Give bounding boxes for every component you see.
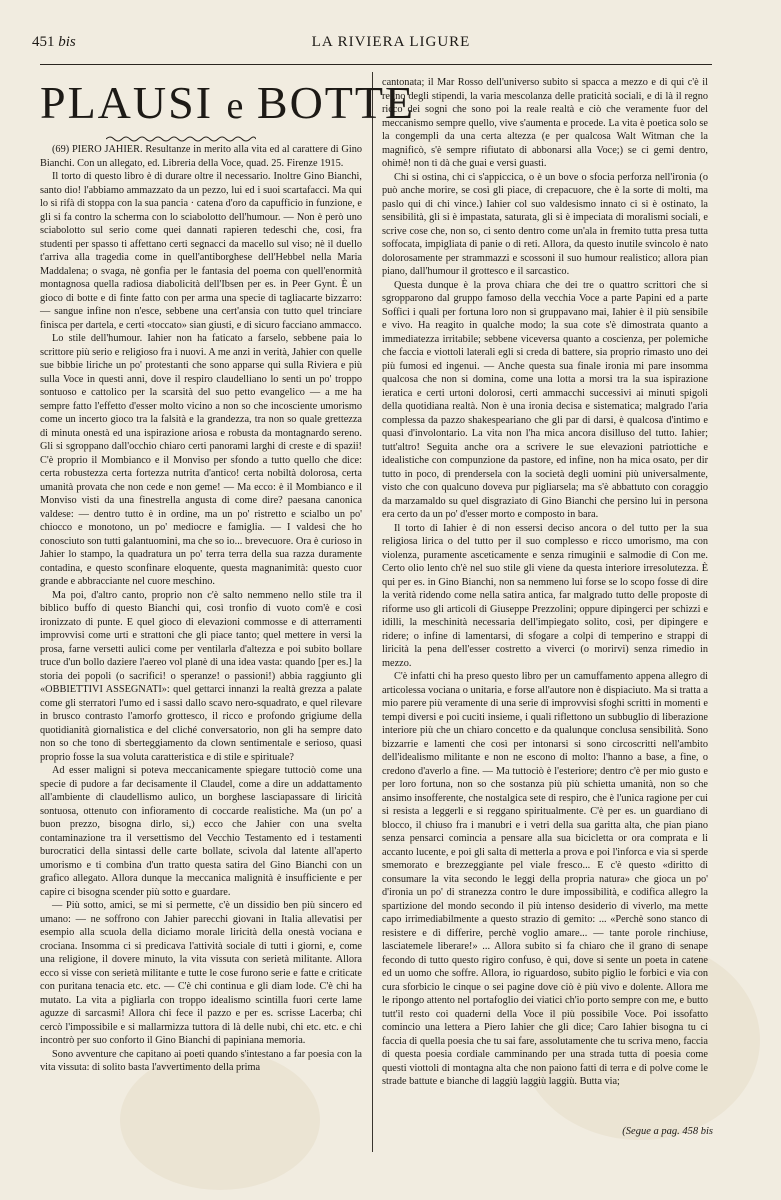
review-citation: (69) PIERO JAHIER. Resultanze in merito alla vita ed al carattere di Gino Bianchi. Con un allegato, ed. Libreria della Voce, quad. 25. Firenze 1915. (40, 144, 362, 169)
section-title-part1: PLAUSI (40, 77, 214, 128)
paragraph: Questa dunque è la prova chiara che dei tre o quattro scrittori che si sgropparono dal gruppo famoso della vecchia Voce a parte Papini ed a parte Soffici i quali per fortuna loro non si gruppavano mai, Iahier è il più sensibile e vivo. Ha reagito in qualche modo; la sua cote s'è dimostrata quanto a immediatezza irritabile; sebbene viceversa quanto a coscienza, per polemiche che faccia e viottoli laterali egli si creda di battere, sia proprio rimasto uno dei più fumosi ed ingenui. — Anche questa sua finale ironia mi pare insomma qualcosa che non si domina, come una lotta a morsi tra la sua ispirazione ieratica e certi urtoni dolorosi, certi ammacchi successivi ai minuti spigoli della quotidiana realtà. Non è una ironia decisa e sistematica; malgrado l'aria complessa da pazzo shakespeariano che gli par di darsi, è qualcosa d'intimo e quasi d'involontario. La vita non l'ha mica ancora disilluso del tutto. Iahier; tutt'altro! Seguita anche ora a scrivere le sue elevazioni patriottiche e idealistiche con compunzione da pastore, ed infine, non ha mica osato, per dir tutto in poco, di prendersela con la società degli uomini più universalmente, visto che con qualcuno doveva pur pigliarsela; ma s'è abbattuto con coraggio da marzamaldo su quel disgraziato di Gino Bianchi che persino lui in persona era certo da un po' d'esser morto e composto in bara. (382, 279, 708, 520)
left-column (40, 143, 362, 1075)
right-column (382, 76, 708, 1089)
paragraph: C'è infatti chi ha preso questo libro per un camuffamento appena allegro di articolessa vociana o unitaria, e forse all'autore non è dispiaciuto. Ma si tratta a mio parere più veramente di una serie di improvvisi sfoghi scritti in momenti e tempi diversi e poi cuciti insieme, i quali riflettono un subbuglio di liberazione interiore più che un chiaro concetto e da qualunque conclusa sensibilità. Sono bizzarrie e lamenti che così per intonarsi si sono circoscritti nell'ambito dell'idealismo militante e non ne escono di molto: l'hanno a base, a fine, o credono d'averlo a fine. — Ma tuttociò è l'esteriore; dentro c'è per mio gusto e per loro fortuna, non so che sostanza più più schietta umanità, non so che ansimo insofferente, che nostalgica sete di respiro, che è l'unica ragione per cui si resista a leggerli e si reggano spiritualmente. C'è per es. un guardiano di blocco, il chiuso fra i manubri e i vetri della sua garitta alta, che pian piano senza pensarci comincia a pensare alla sua bicicletta or ora comprata e li accanto lucente, e poi gli salta di metterla a prova e poi l'inforca e via si sperde smemorato e brezzeggiante pel viale fresco... E c'è questo «diritto di consumare la vita secondo le leggi della propria natura» che gioca un po' d'ironia un po' di stranezza contro le dure impossibilità, e codifica allegro la spartizione del mondo secondo il più intenso desiderio di viverlo, ma mette capo irrimediabilmente a questo strazio di gemito: ... «Perchè sono stanco di resistere e di differire, perchè voglio amare... — tante porole rinchiuse, lasciatemele liberare!» ... Allora subito si fa chiaro che il grano di senape fecondo di tutto questo rigiro confuso, è qui, dove si sente un poeta in catene ed un uomo che soffre. Allora, io riguardoso, subito piglio le forbici e via con cura sforbicio le cinque o sei pagine dove ciò è più vivo e dolente. Allora me le ripongo attento nel portafoglio dei viatici ch'io porto sempre con me, e butto tutt'il resto coi quaderni della Voce il più possibile Voce. Poi issofatto comincio una lettera a Piero Iahier che gli dice; Caro Iahier bisogna tu ci faccia di quella poesia che tu sai fare, assolutamente che tu scriva meno, faccia di questa poesia cordiale camminando per una strada tutta di poesia come questi viottoli di montagna alta che non paiono fatti di terra e di polve come le strade battute e bianche di laggiù laggiù laggiù. Butta via; (382, 671, 708, 1087)
running-title: LA RIVIERA LIGURE (311, 34, 471, 50)
paragraph: Il torto di Iahier è di non essersi deciso ancora o del tutto per la sua religiosa lirica o del tutto per il suo complesso e ricco umorismo, ma con violenza, puramente asceticamente e senza rimuginii e salmodie di Con me. Certo olio lento ch'è nel suo stile gli viene da questa interiore irresolutezza. È qui per es. in Gino Bianchi, non sa nemmeno lui forse se lo scopo fosse di dire la verità ridendo come nella satira antica, far malgrado tutto delle proposte di riforme uso gli articoli di Giuseppe Prezzolini; oppure dipingerci per schizzi e idilli, la meschinità necessaria dell'impiegato solito, così, per dipingere e ridere; o infine di lamentarsi, di sfogare a colpi di temperino e strappi di liricità la pena dell'esser costretto a viverci (o morirvi) senza rimedio in mezzo. (382, 522, 708, 669)
page-number-suffix: bis (58, 34, 76, 50)
decorative-wave-rule (106, 135, 256, 143)
paragraph: Chi si ostina, chi ci s'appiccica, o è un bove o sfocia perforza nell'ironia (o può anche morire, se così gli piace, di crepacuore, che è la sorte di molti, ma paslo qui di chi vince.) Iahier col suo valdesismo innato ci si è ostinato, la sensibilità, gli si è impastata, saturata, gli si è impeciata di moralismi sociali, e scrive cose che, non so, ci sento dentro come un'ala in fremito tutta presa tutta soffocata, impigliata di panie o di reti. Allora, da questo inutile svincolo è nato dolorosamente per strammazzi e scossoni il suo humour realistico; allora pian piano, dall'humour il grottesco e il sarcastico. (382, 171, 708, 277)
section-title (40, 77, 416, 131)
paragraph: cantonata; il Mar Rosso dell'universo subito si spacca a mezzo e di qui c'è il regno degli stipendi, la varia mescolanza delle praticità sociali, e di là il regno ricco dei sogni che sono poi la reale realtà e ciò che veramente fuor del meccanismo sempre quello, vive s'aumenta e procede. La vita è poetica solo se la congempli da una certa altezza (e per qualcosa Walt Witman che la magnificò, s'è sempre rifiutato di abbonarsi alla Voce;) se ci gemi dentro, ohimè! non ti dà che guai e versi guasti. (382, 77, 708, 169)
section-title-part2: BOTTE (256, 77, 416, 128)
paragraph: Ad esser maligni si poteva meccanicamente spiegare tuttociò come una specie di pudore a far decisamente il Claudel, come a dire un addattamento all'ambiente di claudellismo aulico, un borghese lasciapassare di liricità sontuosa, ottenuto con infioramento di coccarde realistiche. Ma (un po' a buon prezzo, bisogna dirlo, si,) ecco che Jahier con una svelta contaminazione tra il versettismo del Vecchio Testamento ed i testamenti burocratici della sintassi delle carte bollate, scivola dal latente all'aperto umorismo e ti combina d'un tratto questa satira del Gino Bianchi con un grafico allegato. Allora dunque la meccanica malignità è insufficiente e per capire ci bisogna scender più sotto e guardare. (40, 765, 362, 898)
section-heading (40, 77, 416, 143)
paragraph: — Più sotto, amici, se mi si permette, c'è un dissidio ben più sincero ed umano: — ne soffrono con Jahier parecchi giovani in Italia allevatisi per esempio alla scuola della diciamo morale liricità della onestà vociana e crociana. Insomma ci si predicava l'attività sociale di tutti i giorni, e, come una religione, il dovere minuto, la vita vissuta con serietà militante. Allora ecco si visse con serietà militante e tutte le cose furono serie e fatte e criticate con puritana tenacia etc. etc. — C'è chi continua e gli diam lode. C'è chi ha mutato. La vita a pigliarla con troppo idealismo scintilla fuori certe lame aguzze di sarcasmi! Allora chi fece il pazzo e per es. scrisse Lacerba; chi cercò l'impossibile e si mallarmizza tuttora di là delle nubi, chi etc. etc. e chi incontrò per suo conforto il Gino Bianchi di papiniana memoria. (40, 900, 362, 1046)
paragraph: Ma poi, d'altro canto, proprio non c'è salto nemmeno nello stile tra il biblico buffo di questo Bianchi qui, così tronfio di vuoto com'è e così ironizzato di punte. E quel gioco di elevazioni commosse e di atterramenti improvvisi come urti e strattoni che gli piace tanto; quel mettere in versi la prosa, farne versetti aulici come per ventilarla d'altezza e poi subito bollare truce d'un bollo daziere l'aereo vol planè di una idea vasta: quando [per es.] la storia dei popoli (o sacrifici! o speranze! o passioni!) abbia raggiunto gli «OBBIETTIVI ASSEGNATI»: quel gettarci innanzi la realtà grezza a palate come gli sterratori l'umo ed i sassi dallo scavo nero-squadrato, e quel rilevare in brusco contrasto l'amorfo grottesco, il ricco e profondo grigiume della quotidianità giornalistica e del cliché conversatorio, non gli ha sempre dato non so che tono di sberteggiamento da clown sentimentale e serioso, quasi proprio fosse la sua voluta caratteristica e di stile e spirituale? (40, 589, 362, 763)
paragraph: Lo stile dell'humour. Iahier non ha faticato a farselo, sebbene paia lo scrittore più serio e religioso fra i nuovi. A me anzi in verità, Jahier con quelle sue bibbie liriche un po' protestanti che sono apparse qui sulla Riviera e più sulla Voce in questi anni, dove il respiro claudelliano lo senti un po' troppo sontuoso e cattolico per la scarsità del suo petto evangelico — a me ha sempre fatto l'effetto d'esser molto vicino a non so che incosciente umorismo come un incerto gioco tra la falsità e la grandezza, tra non so quale grettezza di minuta onestà ed una ispirazione ariosa e robusta da montagnardo sereno. Gli si sgroppano dall'occhio chiaro certi panorami larghi di creste e di spazii! C'è proprio il Mombianco e il Monviso per sfondo a tutto quello che dice: certa robustezza certa fortezza nutrita d'antico! certa nobiltà dolorosa, certa umanità provata che non cede e non geme! — Ma ecco: è il Mombianco e il Monviso visti da una finestrella angusta di come dire? paesana canonica valdese: — dentro tutto è in ordine, ma un po' ristretto e scialbo un po' chiocco e monotono, un po' mediocre e famiglia. — I valdesi che ho conosciuto son tutti galantuomini, ma che so io... brevecuore. Ora è curioso in Jahier lo stampo, la quadratura un po' terra terra della sua razza duramente contadina, e questo sconfinare eloquente, questa magnanimità: questo cuor grande e abbracciante nel cuore meschino. (40, 333, 362, 587)
running-header (32, 30, 750, 56)
column-divider (372, 72, 373, 1152)
paragraph: Sono avventure che capitano ai poeti quando s'intestano a far poesia con la vita vissuta: di solito basta l'avvertimento della prima (40, 1048, 362, 1073)
paragraph: Il torto di questo libro è di durare oltre il necessario. Inoltre Gino Bianchi, santo dio! l'abbiamo ammazzato da un pezzo, lui ed i suoi scartafacci. Ma qui lo si rifà di stoppa con la sua pancia · catena d'oro da capufficio in funzione, e gli si fa contro la scherma con lo sciabolotto dell'humour. — Non è però uno sciabolotto sul serio come quei dannati rapieren tedeschi che, cosi, fra studenti per spasso ti affettano certi segnacci da macello sul viso; nè il duello t'arriva alla tragedia come in quell'antiborghese dell'Hebbel nella Maria Maddalena; o svaga, nè gonfia per le fantasia del poema con quell'enormità montagnosa quella radiosa diabolicità dell'Ibsen per es. in Peer Gynt. È un gioco di botte e di finte fatto con per arma una specie di tagliacarte bizzarro: — sangue infine non n'esce, sebbene una cert'ansia con tutto quel trinciare finisca per dartela, e certi «toccato» sian giusti, e di sicuro facciano ammacco. (40, 171, 362, 331)
page-number-value: 451 (32, 34, 55, 50)
header-rule (40, 64, 712, 65)
section-title-connector: e (226, 85, 244, 127)
continuation-note: (Segue a pag. 458 bis (622, 1126, 713, 1137)
